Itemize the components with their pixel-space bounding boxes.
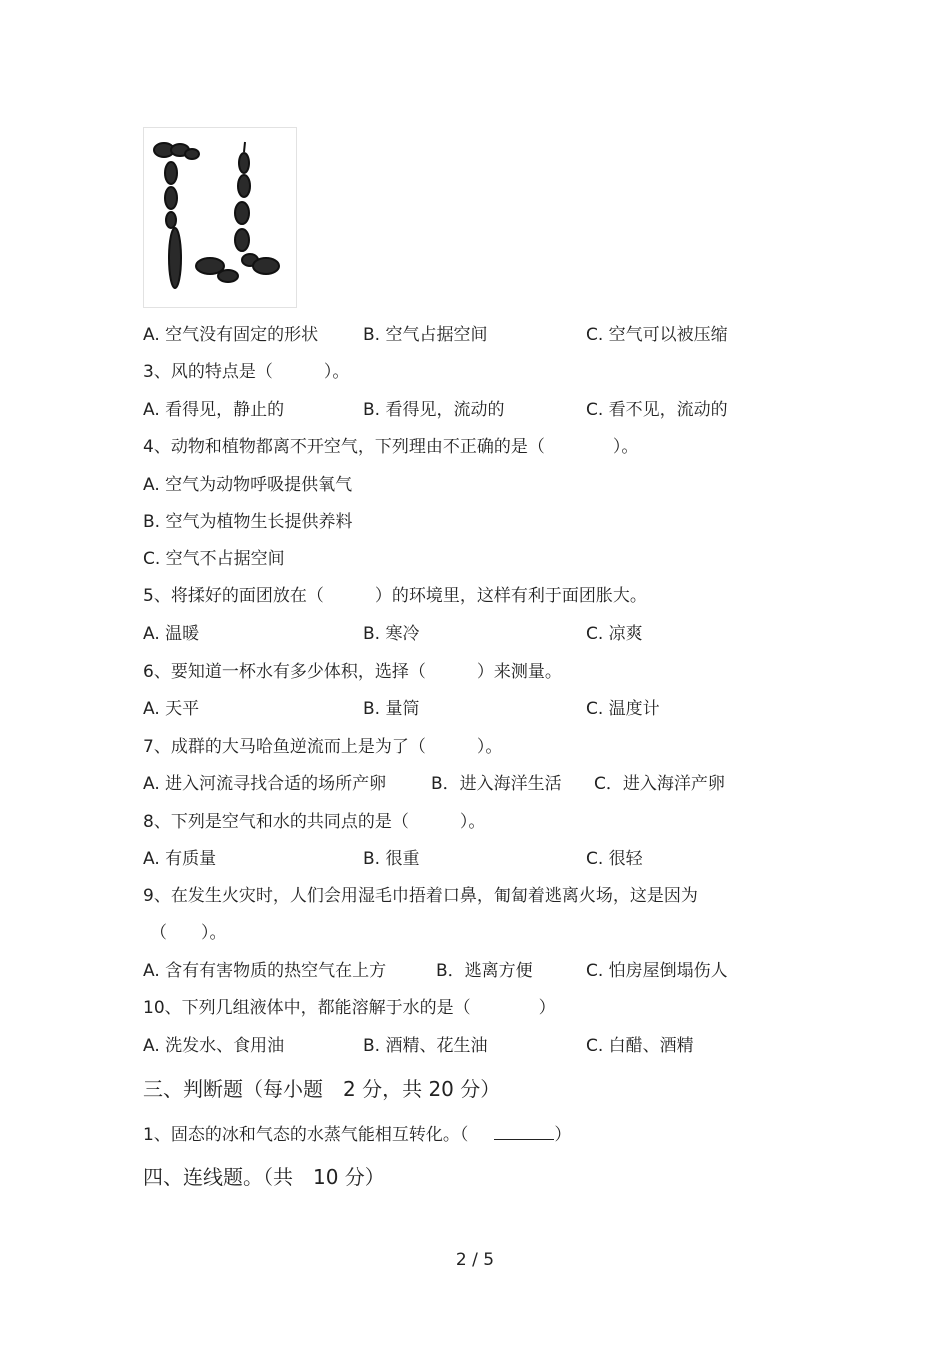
q6-option-a: A. 天平 bbox=[143, 699, 200, 719]
q6-option-b: B. 量筒 bbox=[363, 699, 420, 719]
q10-stem: 10、下列几组液体中，都能溶解于水的是（ ） bbox=[143, 998, 556, 1018]
q8-stem: 8、下列是空气和水的共同点的是（ ）。 bbox=[143, 812, 486, 832]
q4-option-a: A. 空气为动物呼吸提供氧气 bbox=[143, 475, 353, 495]
q7-option-c: C．进入海洋产卵 bbox=[594, 774, 725, 794]
judgment-item-1-text: 1、固态的冰和气态的水蒸气能相互转化。（ bbox=[143, 1125, 469, 1145]
q4-stem: 4、动物和植物都离不开空气，下列理由不正确的是（ ）。 bbox=[143, 437, 639, 457]
q3-option-b: B. 看得见，流动的 bbox=[363, 400, 505, 420]
q9-stem-continued: （ ）。 bbox=[150, 923, 227, 943]
q7-option-a: A. 进入河流寻找合适的场所产卵 bbox=[143, 774, 387, 794]
section-3-title: 三、判断题（每小题 2 分，共 20 分） bbox=[143, 1077, 501, 1101]
q9-option-b: B．逃离方便 bbox=[436, 961, 533, 981]
q10-option-b: B. 酒精、花生油 bbox=[363, 1036, 488, 1056]
q8-option-a: A. 有质量 bbox=[143, 849, 217, 869]
q5-option-c: C. 凉爽 bbox=[586, 624, 643, 644]
q4-option-c: C. 空气不占据空间 bbox=[143, 549, 285, 569]
q8-option-b: B. 很重 bbox=[363, 849, 420, 869]
q8-option-c: C. 很轻 bbox=[586, 849, 643, 869]
q10-option-a: A. 洗发水、食用油 bbox=[143, 1036, 285, 1056]
q2-option-b: B. 空气占据空间 bbox=[363, 325, 488, 345]
q7-option-b: B．进入海洋生活 bbox=[431, 774, 562, 794]
page-number: 2 / 5 bbox=[455, 1250, 495, 1270]
q7-stem: 7、成群的大马哈鱼逆流而上是为了（ ）。 bbox=[143, 737, 503, 757]
q9-stem: 9、在发生火灾时，人们会用湿毛巾捂着口鼻，匍匐着逃离火场，这是因为 bbox=[143, 886, 698, 906]
q5-option-a: A. 温暖 bbox=[143, 624, 200, 644]
q4-option-b: B. 空气为植物生长提供养料 bbox=[143, 512, 353, 532]
balloon-figure-drawing bbox=[144, 128, 296, 307]
q5-stem: 5、将揉好的面团放在（ ）的环境里，这样有利于面团胀大。 bbox=[143, 586, 647, 606]
q2-option-a: A. 空气没有固定的形状 bbox=[143, 325, 319, 345]
section-4-title: 四、连线题。（共 10 分） bbox=[143, 1165, 385, 1189]
q3-option-a: A. 看得见，静止的 bbox=[143, 400, 285, 420]
q9-option-a: A. 含有有害物质的热空气在上方 bbox=[143, 961, 387, 981]
judgment-item-1-close: ） bbox=[554, 1125, 572, 1145]
q6-option-c: C. 温度计 bbox=[586, 699, 660, 719]
q9-option-c: C. 怕房屋倒塌伤人 bbox=[586, 961, 728, 981]
answer-blank[interactable] bbox=[494, 1123, 554, 1140]
q6-stem: 6、要知道一杯水有多少体积，选择（ ）来测量。 bbox=[143, 662, 562, 682]
q5-option-b: B. 寒冷 bbox=[363, 624, 420, 644]
q10-option-c: C. 白醋、酒精 bbox=[586, 1036, 694, 1056]
balloon-figure bbox=[143, 127, 297, 308]
judgment-item-1 bbox=[143, 1123, 571, 1145]
q2-option-c: C. 空气可以被压缩 bbox=[586, 325, 728, 345]
q3-option-c: C. 看不见，流动的 bbox=[586, 400, 728, 420]
q3-stem: 3、风的特点是（ ）。 bbox=[143, 362, 350, 382]
